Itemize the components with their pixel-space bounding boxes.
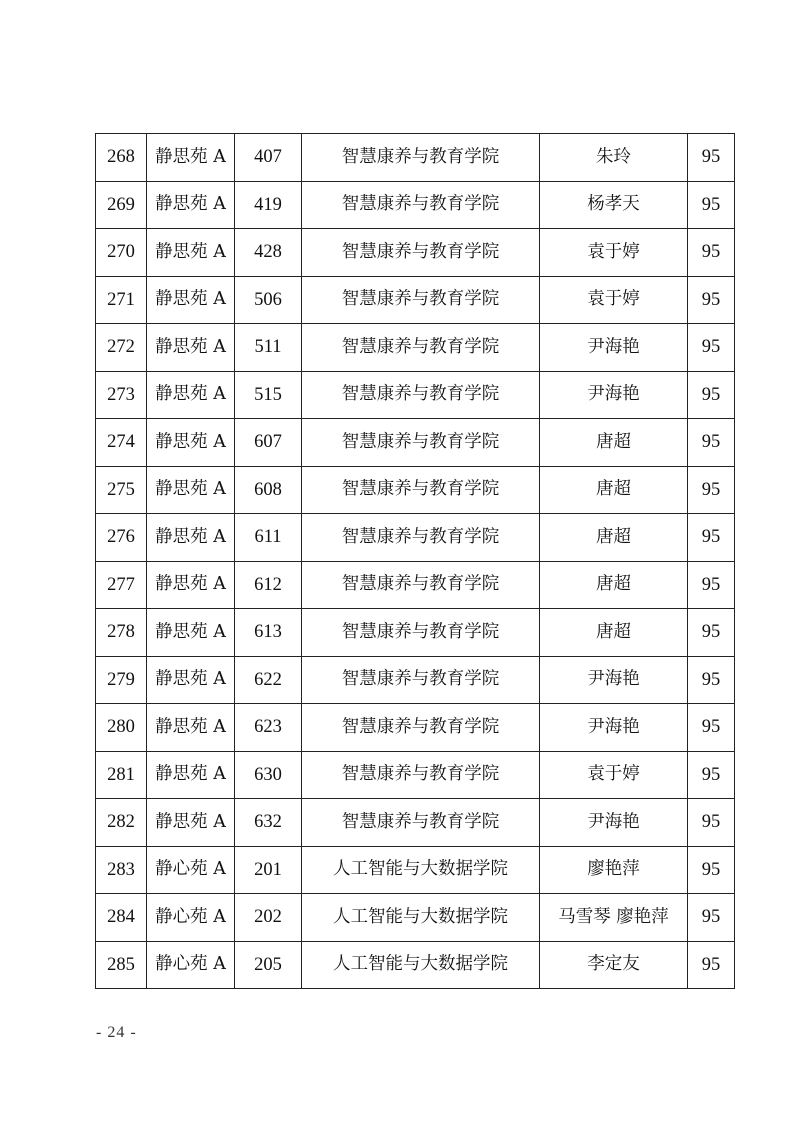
- teacher-cell: 尹海艳: [540, 799, 688, 847]
- college-cell: 智慧康养与教育学院: [302, 181, 540, 229]
- college-cell: 智慧康养与教育学院: [302, 466, 540, 514]
- table-row: [96, 514, 735, 562]
- table-row: [96, 799, 735, 847]
- building-cell: 静思苑 A: [147, 466, 235, 514]
- row-number-cell: 280: [96, 704, 147, 752]
- table-row: [96, 466, 735, 514]
- teacher-cell: 唐超: [540, 466, 688, 514]
- score-cell: 95: [688, 324, 735, 372]
- score-cell: 95: [688, 514, 735, 562]
- room-number-cell: 428: [235, 229, 302, 277]
- building-cell: 静思苑 A: [147, 134, 235, 182]
- row-number-cell: 281: [96, 751, 147, 799]
- table-row: [96, 704, 735, 752]
- teacher-cell: 马雪琴 廖艳萍: [540, 894, 688, 942]
- teacher-cell: 唐超: [540, 561, 688, 609]
- room-number-cell: 612: [235, 561, 302, 609]
- room-number-cell: 613: [235, 609, 302, 657]
- teacher-cell: 廖艳萍: [540, 846, 688, 894]
- score-cell: 95: [688, 276, 735, 324]
- building-cell: 静思苑 A: [147, 181, 235, 229]
- college-cell: 智慧康养与教育学院: [302, 229, 540, 277]
- college-cell: 智慧康养与教育学院: [302, 134, 540, 182]
- room-number-cell: 623: [235, 704, 302, 752]
- score-cell: 95: [688, 466, 735, 514]
- building-cell: 静思苑 A: [147, 561, 235, 609]
- score-cell: 95: [688, 751, 735, 799]
- teacher-cell: 尹海艳: [540, 704, 688, 752]
- college-cell: 智慧康养与教育学院: [302, 656, 540, 704]
- row-number-cell: 282: [96, 799, 147, 847]
- building-cell: 静思苑 A: [147, 751, 235, 799]
- college-cell: 智慧康养与教育学院: [302, 514, 540, 562]
- row-number-cell: 275: [96, 466, 147, 514]
- room-number-cell: 622: [235, 656, 302, 704]
- row-number-cell: 272: [96, 324, 147, 372]
- row-number-cell: 270: [96, 229, 147, 277]
- row-number-cell: 276: [96, 514, 147, 562]
- building-cell: 静思苑 A: [147, 609, 235, 657]
- score-cell: 95: [688, 799, 735, 847]
- room-number-cell: 407: [235, 134, 302, 182]
- building-cell: 静思苑 A: [147, 419, 235, 467]
- room-number-cell: 506: [235, 276, 302, 324]
- teacher-cell: 杨孝天: [540, 181, 688, 229]
- building-cell: 静思苑 A: [147, 371, 235, 419]
- room-number-cell: 630: [235, 751, 302, 799]
- table-row: [96, 609, 735, 657]
- room-number-cell: 202: [235, 894, 302, 942]
- row-number-cell: 278: [96, 609, 147, 657]
- score-cell: 95: [688, 181, 735, 229]
- row-number-cell: 283: [96, 846, 147, 894]
- building-cell: 静思苑 A: [147, 704, 235, 752]
- teacher-cell: 袁于婷: [540, 229, 688, 277]
- table-row: [96, 561, 735, 609]
- room-number-cell: 607: [235, 419, 302, 467]
- room-number-cell: 511: [235, 324, 302, 372]
- building-cell: 静心苑 A: [147, 894, 235, 942]
- building-cell: 静心苑 A: [147, 941, 235, 989]
- row-number-cell: 274: [96, 419, 147, 467]
- college-cell: 人工智能与大数据学院: [302, 846, 540, 894]
- college-cell: 智慧康养与教育学院: [302, 419, 540, 467]
- table-row: [96, 894, 735, 942]
- table-row: [96, 751, 735, 799]
- teacher-cell: 袁于婷: [540, 751, 688, 799]
- building-cell: 静心苑 A: [147, 846, 235, 894]
- row-number-cell: 279: [96, 656, 147, 704]
- college-cell: 智慧康养与教育学院: [302, 561, 540, 609]
- room-number-cell: 201: [235, 846, 302, 894]
- score-cell: 95: [688, 704, 735, 752]
- teacher-cell: 尹海艳: [540, 324, 688, 372]
- college-cell: 智慧康养与教育学院: [302, 704, 540, 752]
- teacher-cell: 袁于婷: [540, 276, 688, 324]
- score-cell: 95: [688, 941, 735, 989]
- building-cell: 静思苑 A: [147, 799, 235, 847]
- teacher-cell: 唐超: [540, 514, 688, 562]
- table-row: [96, 181, 735, 229]
- building-cell: 静思苑 A: [147, 514, 235, 562]
- row-number-cell: 277: [96, 561, 147, 609]
- room-number-cell: 515: [235, 371, 302, 419]
- room-number-cell: 611: [235, 514, 302, 562]
- building-cell: 静思苑 A: [147, 229, 235, 277]
- college-cell: 智慧康养与教育学院: [302, 276, 540, 324]
- row-number-cell: 271: [96, 276, 147, 324]
- college-cell: 智慧康养与教育学院: [302, 371, 540, 419]
- college-cell: 智慧康养与教育学院: [302, 751, 540, 799]
- room-number-cell: 205: [235, 941, 302, 989]
- score-cell: 95: [688, 894, 735, 942]
- score-cell: 95: [688, 656, 735, 704]
- score-cell: 95: [688, 419, 735, 467]
- row-number-cell: 273: [96, 371, 147, 419]
- college-cell: 人工智能与大数据学院: [302, 941, 540, 989]
- teacher-cell: 尹海艳: [540, 656, 688, 704]
- dormitory-score-table: [95, 133, 735, 989]
- table-row: [96, 229, 735, 277]
- room-number-cell: 632: [235, 799, 302, 847]
- college-cell: 智慧康养与教育学院: [302, 324, 540, 372]
- college-cell: 智慧康养与教育学院: [302, 799, 540, 847]
- table-row: [96, 656, 735, 704]
- teacher-cell: 朱玲: [540, 134, 688, 182]
- table-row: [96, 419, 735, 467]
- row-number-cell: 269: [96, 181, 147, 229]
- building-cell: 静思苑 A: [147, 324, 235, 372]
- table-row: [96, 846, 735, 894]
- room-number-cell: 608: [235, 466, 302, 514]
- teacher-cell: 李定友: [540, 941, 688, 989]
- teacher-cell: 尹海艳: [540, 371, 688, 419]
- row-number-cell: 284: [96, 894, 147, 942]
- table-row: [96, 276, 735, 324]
- building-cell: 静思苑 A: [147, 656, 235, 704]
- table-row: [96, 134, 735, 182]
- score-cell: 95: [688, 229, 735, 277]
- row-number-cell: 285: [96, 941, 147, 989]
- score-cell: 95: [688, 846, 735, 894]
- room-number-cell: 419: [235, 181, 302, 229]
- teacher-cell: 唐超: [540, 609, 688, 657]
- college-cell: 智慧康养与教育学院: [302, 609, 540, 657]
- table-row: [96, 941, 735, 989]
- page-number: - 24 -: [96, 1024, 137, 1041]
- building-cell: 静思苑 A: [147, 276, 235, 324]
- teacher-cell: 唐超: [540, 419, 688, 467]
- college-cell: 人工智能与大数据学院: [302, 894, 540, 942]
- table-row: [96, 371, 735, 419]
- score-cell: 95: [688, 134, 735, 182]
- table-row: [96, 324, 735, 372]
- score-cell: 95: [688, 371, 735, 419]
- score-cell: 95: [688, 609, 735, 657]
- row-number-cell: 268: [96, 134, 147, 182]
- score-cell: 95: [688, 561, 735, 609]
- table-body: [96, 134, 735, 989]
